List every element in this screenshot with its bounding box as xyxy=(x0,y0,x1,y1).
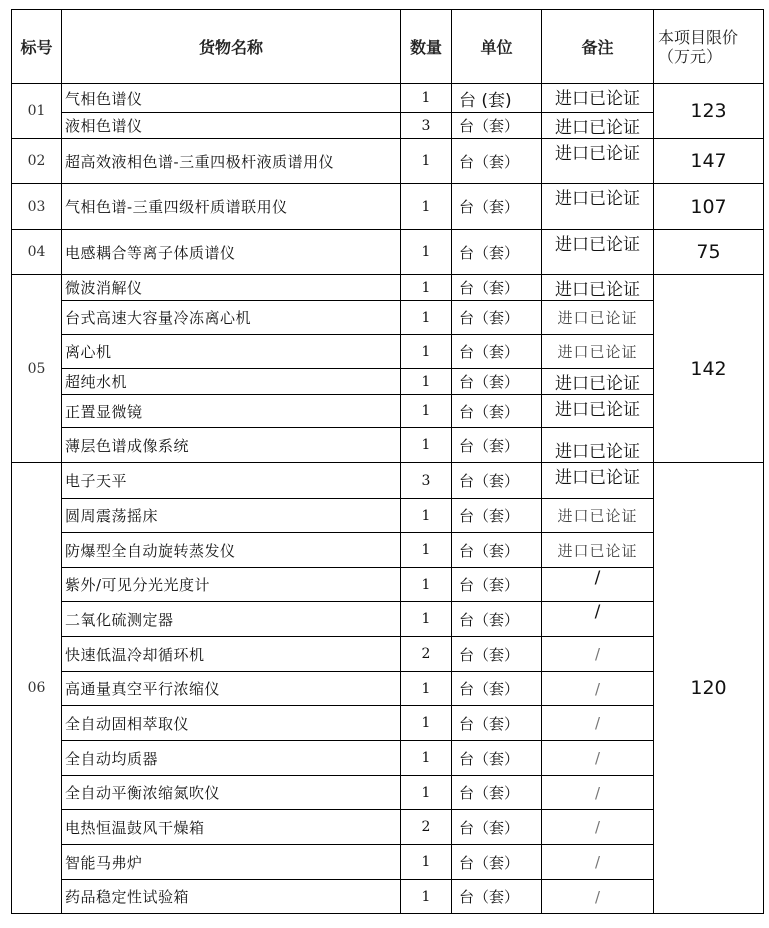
item-name: 气相色谱仪 xyxy=(62,84,401,113)
table-row xyxy=(12,463,764,499)
item-name: 全自动固相萃取仪 xyxy=(62,706,401,741)
item-unit: 台 (套) xyxy=(452,84,542,113)
group-number: 01 xyxy=(12,84,62,139)
item-qty: 1 xyxy=(401,845,452,880)
item-remark: / xyxy=(542,880,654,914)
table-row xyxy=(12,139,764,184)
group-number: 03 xyxy=(12,184,62,230)
item-remark: / xyxy=(542,637,654,672)
item-name: 药品稳定性试验箱 xyxy=(62,880,401,914)
item-name: 二氧化硫测定器 xyxy=(62,602,401,637)
item-remark: 进口已论证 xyxy=(542,499,654,533)
item-unit: 台（套） xyxy=(452,335,542,369)
item-name: 智能马弗炉 xyxy=(62,845,401,880)
group-price: 142 xyxy=(654,275,764,463)
item-name: 高通量真空平行浓缩仪 xyxy=(62,672,401,706)
item-name: 薄层色谱成像系统 xyxy=(62,428,401,463)
item-unit: 台（套） xyxy=(452,395,542,428)
group-number: 05 xyxy=(12,275,62,463)
group-price: 120 xyxy=(654,463,764,914)
item-unit: 台（套） xyxy=(452,568,542,602)
header-limit: 本项目限价（万元） xyxy=(654,10,764,84)
table-row xyxy=(12,741,764,776)
item-qty: 1 xyxy=(401,275,452,301)
item-qty: 1 xyxy=(401,395,452,428)
item-name: 全自动平衡浓缩氮吹仪 xyxy=(62,776,401,810)
item-unit: 台（套） xyxy=(452,499,542,533)
item-remark: 进口已论证 xyxy=(542,275,654,301)
item-qty: 1 xyxy=(401,672,452,706)
item-remark: 进口已论证 xyxy=(542,113,654,139)
item-unit: 台（套） xyxy=(452,184,542,230)
item-unit: 台（套） xyxy=(452,428,542,463)
header-remark: 备注 xyxy=(542,10,654,84)
item-remark: 进口已论证 xyxy=(542,395,654,428)
item-unit: 台（套） xyxy=(452,139,542,184)
item-remark: / xyxy=(542,568,654,602)
item-name: 圆周震荡摇床 xyxy=(62,499,401,533)
item-remark: 进口已论证 xyxy=(542,301,654,335)
item-unit: 台（套） xyxy=(452,810,542,845)
item-name: 超纯水机 xyxy=(62,369,401,395)
item-remark: / xyxy=(542,602,654,637)
item-remark: / xyxy=(542,706,654,741)
item-unit: 台（套） xyxy=(452,672,542,706)
item-remark: / xyxy=(542,776,654,810)
item-qty: 1 xyxy=(401,706,452,741)
item-unit: 台（套） xyxy=(452,880,542,914)
table-row xyxy=(12,335,764,369)
table-row xyxy=(12,776,764,810)
item-unit: 台（套） xyxy=(452,741,542,776)
item-qty: 3 xyxy=(401,113,452,139)
item-name: 正置显微镜 xyxy=(62,395,401,428)
item-qty: 1 xyxy=(401,568,452,602)
header-no: 标号 xyxy=(12,10,62,84)
item-qty: 1 xyxy=(401,230,452,275)
item-unit: 台（套） xyxy=(452,463,542,499)
item-unit: 台（套） xyxy=(452,776,542,810)
item-qty: 1 xyxy=(401,84,452,113)
item-name: 全自动均质器 xyxy=(62,741,401,776)
table-row xyxy=(12,275,764,301)
item-name: 液相色谱仪 xyxy=(62,113,401,139)
item-qty: 1 xyxy=(401,776,452,810)
table-row xyxy=(12,533,764,568)
item-unit: 台（套） xyxy=(452,230,542,275)
item-name: 超高效液相色谱-三重四极杆液质谱用仪 xyxy=(62,139,401,184)
item-remark: 进口已论证 xyxy=(542,369,654,395)
item-name: 紫外/可见分光光度计 xyxy=(62,568,401,602)
table-row xyxy=(12,301,764,335)
item-name: 气相色谱-三重四级杆质谱联用仪 xyxy=(62,184,401,230)
item-remark: 进口已论证 xyxy=(542,533,654,568)
item-name: 离心机 xyxy=(62,335,401,369)
item-qty: 1 xyxy=(401,880,452,914)
item-qty: 1 xyxy=(401,184,452,230)
item-qty: 1 xyxy=(401,533,452,568)
item-remark: 进口已论证 xyxy=(542,230,654,275)
table-row xyxy=(12,568,764,602)
table-row xyxy=(12,845,764,880)
item-qty: 1 xyxy=(401,335,452,369)
table-row xyxy=(12,184,764,230)
item-qty: 1 xyxy=(401,301,452,335)
item-remark: 进口已论证 xyxy=(542,139,654,184)
item-remark: 进口已论证 xyxy=(542,428,654,463)
table-row xyxy=(12,810,764,845)
item-qty: 1 xyxy=(401,741,452,776)
group-price: 75 xyxy=(654,230,764,275)
group-number: 06 xyxy=(12,463,62,914)
table-row xyxy=(12,880,764,914)
group-price: 123 xyxy=(654,84,764,139)
group-number: 02 xyxy=(12,139,62,184)
item-remark: / xyxy=(542,845,654,880)
item-name: 微波消解仪 xyxy=(62,275,401,301)
item-qty: 1 xyxy=(401,499,452,533)
item-name: 电感耦合等离子体质谱仪 xyxy=(62,230,401,275)
item-qty: 1 xyxy=(401,369,452,395)
item-remark: / xyxy=(542,672,654,706)
table-row xyxy=(12,84,764,113)
table-row xyxy=(12,113,764,139)
table-row xyxy=(12,395,764,428)
item-remark: / xyxy=(542,741,654,776)
item-remark: 进口已论证 xyxy=(542,463,654,499)
item-unit: 台（套） xyxy=(452,301,542,335)
table-row xyxy=(12,499,764,533)
item-unit: 台（套） xyxy=(452,113,542,139)
item-remark: 进口已论证 xyxy=(542,84,654,113)
item-unit: 台（套） xyxy=(452,533,542,568)
table-row xyxy=(12,230,764,275)
item-qty: 3 xyxy=(401,463,452,499)
item-unit: 台（套） xyxy=(452,637,542,672)
header-name: 货物名称 xyxy=(62,10,401,84)
header-unit: 单位 xyxy=(452,10,542,84)
item-name: 防爆型全自动旋转蒸发仪 xyxy=(62,533,401,568)
item-unit: 台（套） xyxy=(452,706,542,741)
item-unit: 台（套） xyxy=(452,602,542,637)
item-name: 电子天平 xyxy=(62,463,401,499)
item-qty: 1 xyxy=(401,139,452,184)
item-qty: 2 xyxy=(401,637,452,672)
table-row xyxy=(12,428,764,463)
group-price: 107 xyxy=(654,184,764,230)
header-row xyxy=(12,10,764,84)
item-name: 电热恒温鼓风干燥箱 xyxy=(62,810,401,845)
procurement-table xyxy=(11,9,764,914)
table-row xyxy=(12,706,764,741)
item-unit: 台（套） xyxy=(452,275,542,301)
table-row xyxy=(12,369,764,395)
item-remark: 进口已论证 xyxy=(542,335,654,369)
item-unit: 台（套） xyxy=(452,369,542,395)
item-unit: 台（套） xyxy=(452,845,542,880)
group-number: 04 xyxy=(12,230,62,275)
item-name: 台式高速大容量冷冻离心机 xyxy=(62,301,401,335)
item-name: 快速低温冷却循环机 xyxy=(62,637,401,672)
table-row xyxy=(12,602,764,637)
group-price: 147 xyxy=(654,139,764,184)
item-qty: 1 xyxy=(401,428,452,463)
item-remark: / xyxy=(542,810,654,845)
item-remark: 进口已论证 xyxy=(542,184,654,230)
item-qty: 2 xyxy=(401,810,452,845)
header-qty: 数量 xyxy=(401,10,452,84)
table-row xyxy=(12,637,764,672)
table-row xyxy=(12,672,764,706)
item-qty: 1 xyxy=(401,602,452,637)
